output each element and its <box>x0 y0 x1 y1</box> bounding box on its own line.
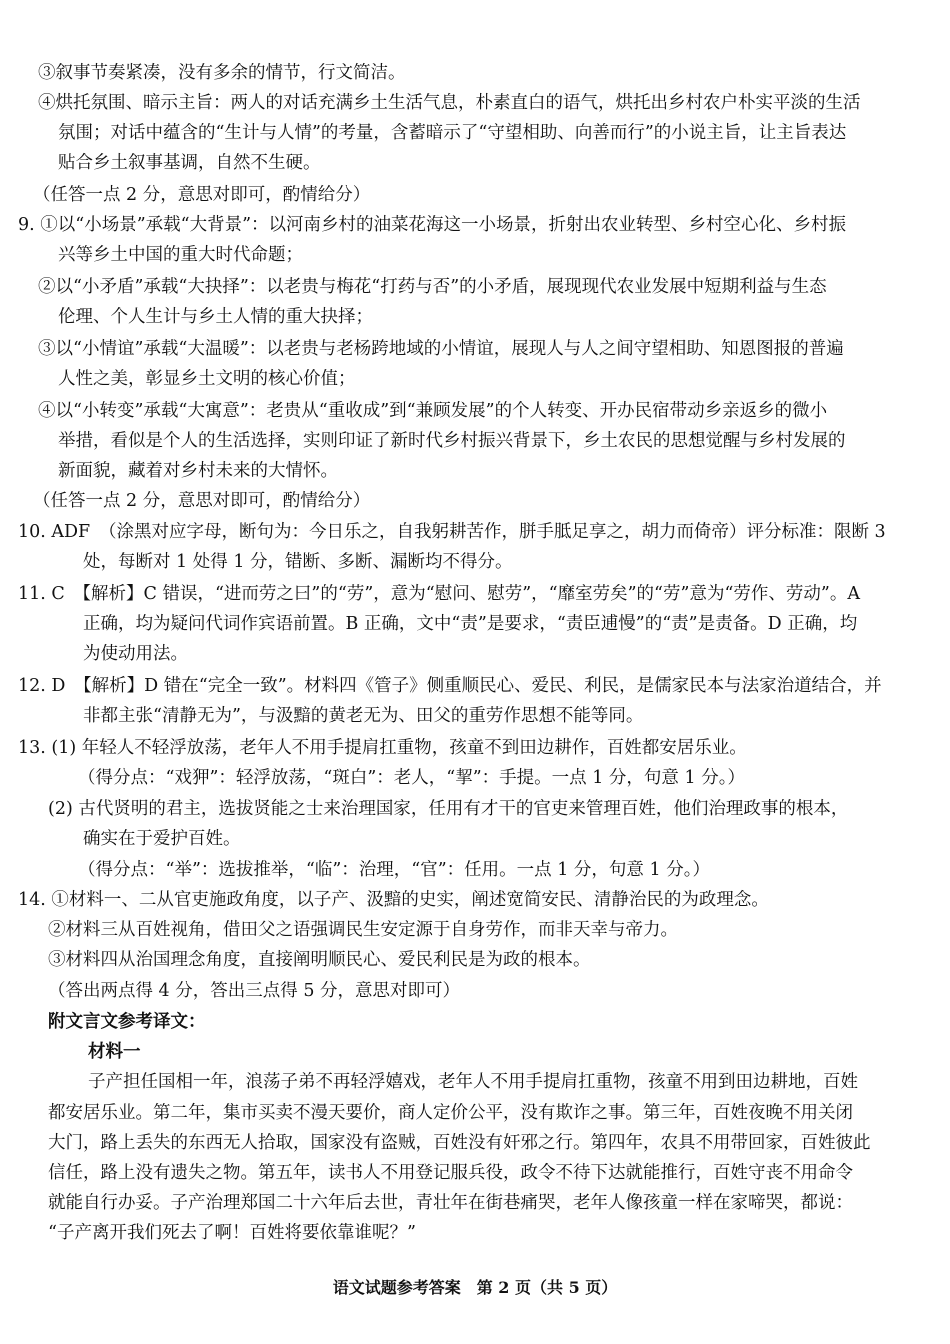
text-line: 为使动用法。 <box>83 644 188 664</box>
text-line: 确实在于爱护百姓。 <box>83 829 241 849</box>
text-line: (2) 古代贤明的君主，选拔贤能之士来治理国家，任用有才干的官吏来管理百姓，他们治理政事的根本， <box>48 799 849 819</box>
page-footer: 语文试题参考答案 第 2 页（共 5 页） <box>332 1278 618 1297</box>
text-line: （得分点：“举”：选拔推举，“临”：治理，“官”：任用。一点 1 分，句意 1 分。） <box>78 860 710 880</box>
subsection-heading: 材料一 <box>88 1042 141 1062</box>
text-line: 子产担任国相一年，浪荡子弟不再轻浮嬉戏，老年人不用手提肩扛重物，孩童不用到田边耕地，百姓 <box>88 1072 858 1092</box>
text-line: 12. D 【解析】D 错在“完全一致”。材料四《管子》侧重顺民心、爱民、利民，是儒家民本与法家治道结合，并 <box>18 676 882 696</box>
text-line: 13. (1) 年轻人不轻浮放荡，老年人不用手提肩扛重物，孩童不到田边耕作，百姓都安居乐业。 <box>18 738 747 758</box>
text-line: 9. ①以“小场景”承载“大背景”：以河南乡村的油菜花海这一小场景，折射出农业转型、乡村空心化、乡村振 <box>18 215 847 235</box>
text-line: 14. ①材料一、二从官吏施政角度，以子产、汲黯的史实，阐述宽简安民、清静治民的为政理念。 <box>18 890 769 910</box>
text-line: 新面貌，藏着对乡村未来的大情怀。 <box>58 461 338 481</box>
text-line: 氛围；对话中蕴含的“生计与人情”的考量，含蓄暗示了“守望相助、向善而行”的小说主旨，让主旨表达 <box>58 123 847 143</box>
text-line: 人性之美，彰显乡土文明的核心价值； <box>58 369 356 389</box>
text-line: ③以“小情谊”承载“大温暖”：以老贵与老杨跨地域的小情谊，展现人与人之间守望相助、知恩图报的普遍 <box>38 339 844 359</box>
text-line: （得分点：“戏狎”：轻浮放荡，“斑白”：老人，“挈”：手提。一点 1 分，句意 1 分。） <box>78 768 745 788</box>
text-line: ④以“小转变”承载“大寓意”：老贵从“重收成”到“兼顾发展”的个人转变、开办民宿带动乡亲返乡的微小 <box>38 401 828 421</box>
text-line: （答出两点得 4 分，答出三点得 5 分，意思对即可） <box>48 981 461 1001</box>
text-line: （任答一点 2 分，意思对即可，酌情给分） <box>33 491 371 511</box>
text-line: （任答一点 2 分，意思对即可，酌情给分） <box>33 185 371 205</box>
text-line: ②材料三从百姓视角，借田父之语强调民生安定源于自身劳作，而非天幸与帝力。 <box>48 920 678 940</box>
text-line: 兴等乡土中国的重大时代命题； <box>58 245 303 265</box>
text-line: ③材料四从治国理念角度，直接阐明顺民心、爱民利民是为政的根本。 <box>48 950 591 970</box>
text-line: 都安居乐业。第二年，集市买卖不漫天要价，商人定价公平，没有欺诈之事。第三年，百姓夜晚不用关闭 <box>48 1103 853 1123</box>
text-line: 11. C 【解析】C 错误，“进而劳之曰”的“劳”，意为“慰问、慰劳”，“靡室劳矣”的“劳”意为“劳作、劳动”。A <box>18 584 860 604</box>
text-line: 非都主张“清静无为”，与汲黯的黄老无为、田父的重劳作思想不能等同。 <box>83 706 644 726</box>
text-line: 正确，均为疑问代词作宾语前置。B 正确，文中“责”是要求，“责臣逋慢”的“责”是责备。D 正确，均 <box>83 614 858 634</box>
text-line: 就能自行办妥。子产治理郑国二十六年后去世，青壮年在街巷痛哭，老年人像孩童一样在家啼哭，都说： <box>48 1193 853 1213</box>
section-heading: 附文言文参考译文： <box>48 1012 206 1032</box>
text-line: 信任，路上没有遗失之物。第五年，读书人不用登记服兵役，政令不待下达就能推行，百姓守丧不用命令 <box>48 1163 853 1183</box>
text-line: ③叙事节奏紧凑，没有多余的情节，行文简洁。 <box>38 63 406 83</box>
text-line: 10. ADF （涂黑对应字母，断句为：今日乐之，自我躬耕苦作，胼手胝足享之，胡力而倚帝）评分标准：限断 3 <box>18 522 886 542</box>
text-line: 贴合乡土叙事基调，自然不生硬。 <box>58 153 321 173</box>
text-line: 举措，看似是个人的生活选择，实则印证了新时代乡村振兴背景下，乡土农民的思想觉醒与乡村发展的 <box>58 431 846 451</box>
text-line: ②以“小矛盾”承载“大抉择”：以老贵与梅花“打药与否”的小矛盾，展现现代农业发展中短期利益与生态 <box>38 277 827 297</box>
text-line: 处，每断对 1 处得 1 分，错断、多断、漏断均不得分。 <box>83 552 513 572</box>
text-line: 大门，路上丢失的东西无人拾取，国家没有盗贼，百姓没有奸邪之行。第四年，农具不用带回家，百姓彼此 <box>48 1133 871 1153</box>
text-line: 伦理、个人生计与乡土人情的重大抉择； <box>58 307 373 327</box>
text-line: “子产离开我们死去了啊！百姓将要依靠谁呢？” <box>48 1223 416 1243</box>
text-line: ④烘托氛围、暗示主旨：两人的对话充满乡土生活气息，朴素直白的语气，烘托出乡村农户朴实平淡的生活 <box>38 93 861 113</box>
